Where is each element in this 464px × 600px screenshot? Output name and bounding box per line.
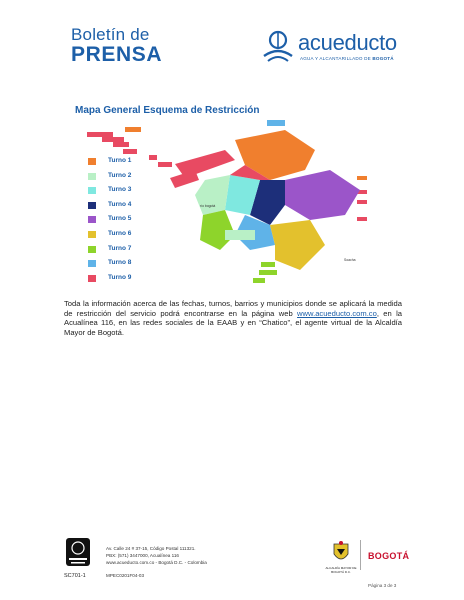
legend-label: Turno 6 [108, 230, 132, 237]
legend-label: Turno 7 [108, 244, 132, 252]
map-callout-tag [267, 120, 285, 126]
map-callout-tag [253, 278, 265, 283]
document-code: MPEC0201F04-03 [106, 573, 145, 578]
bulletin-title-line1: Boletín de [71, 25, 150, 44]
footer-address [106, 545, 207, 566]
legend-label: Turno 9 [108, 273, 132, 281]
legend-label: Turno 1 [108, 157, 132, 164]
footer-address-line: PBX: (571) 3447000, Acualínea 116 [106, 553, 179, 558]
map-zone-turno-5 [285, 170, 360, 220]
map-callout-tag [357, 200, 367, 204]
acueducto-logo [258, 28, 428, 68]
alcaldia-label: ALCALDÍA MAYOR DE BOGOTÁ D.C. [325, 566, 357, 574]
map-callout-tag [87, 132, 113, 137]
legend-label: Turno 5 [108, 215, 132, 223]
bogota-brand: BOGOTÁ [368, 551, 410, 561]
bulletin-title-line2: PRENSA [71, 43, 163, 66]
map-callout-tag [123, 149, 137, 154]
map-zone-turno-6 [270, 220, 325, 270]
legend-label: Turno 2 [108, 171, 132, 179]
page-number: Página 3 de 3 [368, 583, 397, 588]
icontec-certification-icon [64, 538, 92, 574]
map-callout-tag [225, 230, 255, 240]
map-label-soacha: Soacha [344, 258, 356, 262]
map-callout-tag [102, 137, 124, 142]
legend-label: Turno 4 [108, 200, 132, 208]
footer-address-line: www.acueducto.com.co - Bogotá D.C. - Colombia [106, 560, 207, 565]
map-label-rio-bogota: río bogotá [200, 204, 216, 208]
logo-tagline-city: BOGOTÁ [372, 56, 394, 61]
map-title: Mapa General Esquema de Restricción [75, 105, 260, 116]
map-callout-tag [113, 142, 129, 147]
certification-code: SC701-1 [64, 573, 86, 579]
footer-address-line: Av. Calle 24 # 37-15, Código Postal 111321. [106, 546, 196, 551]
acueducto-logo-icon [258, 28, 298, 66]
logo-tagline-prefix: AGUA Y ALCANTARILLADO DE [300, 56, 373, 61]
logo-tagline [300, 56, 394, 61]
legend-label: Turno 3 [108, 186, 132, 194]
map-callout-tag [158, 162, 172, 167]
map-callout-tag [259, 270, 277, 275]
map-callout-tag [149, 155, 157, 160]
info-paragraph-text-2: , en la Acualínea 116, en las redes sociales de la EAAB y en “Chatico”, el agente virtual de la Alcaldía Mayor de Bogotá. [64, 308, 402, 337]
footer-divider [360, 540, 361, 570]
map-zone-turno-2 [195, 175, 230, 215]
map-callout-tag [357, 176, 367, 180]
info-paragraph-text-1: Toda la información acerca de las fechas, turnos, barrios y municipios donde se aplicará la medida de restricción del servicio podrá encontrarse en la página web [64, 299, 402, 318]
restriction-map [85, 120, 385, 285]
acueducto-website-link[interactable]: www.acueducto.com.co [297, 308, 377, 318]
logo-wordmark: acueducto [298, 30, 397, 55]
legend-label: Turno 8 [108, 259, 132, 267]
info-paragraph [64, 299, 402, 337]
bogota-coat-of-arms-icon [330, 540, 352, 566]
map-callout-tag [357, 217, 367, 221]
map-callout-tag [261, 262, 275, 267]
map-callout-tag [125, 127, 141, 132]
bulletin-title [71, 26, 162, 66]
